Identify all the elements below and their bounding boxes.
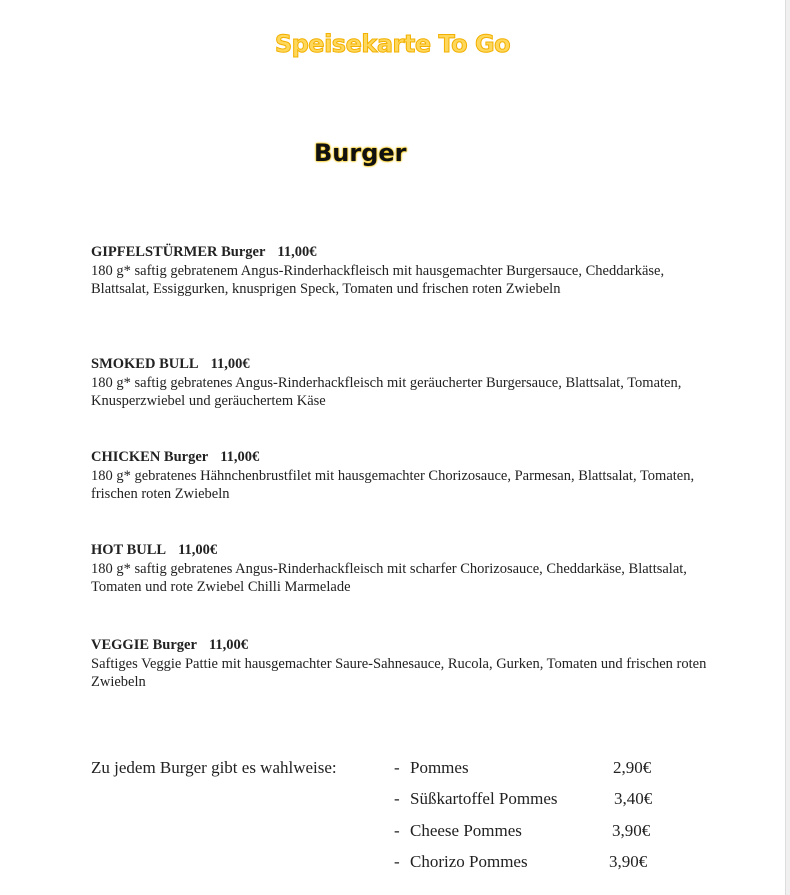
side-name: Chorizo Pommes xyxy=(410,852,528,871)
item-name: SMOKED BULL xyxy=(91,356,199,372)
menu-item xyxy=(91,243,711,299)
side-price: 2,90€ xyxy=(613,758,652,777)
sides-intro: Zu jedem Burger gibt es wahlweise: xyxy=(91,758,337,777)
menu-item xyxy=(91,448,711,504)
item-name: GIPFELSTÜRMER Burger xyxy=(91,244,266,260)
menu-item xyxy=(91,636,711,692)
item-price: 11,00€ xyxy=(178,542,218,558)
side-name: Cheese Pommes xyxy=(410,821,522,840)
item-name: CHICKEN Burger xyxy=(91,449,209,465)
dash: - xyxy=(394,821,400,840)
item-price: 11,00€ xyxy=(210,356,250,372)
item-name: HOT BULL xyxy=(91,542,167,558)
item-name: VEGGIE Burger xyxy=(91,637,197,653)
side-name: Pommes xyxy=(410,758,469,777)
dash: - xyxy=(394,789,400,808)
side-price: 3,40€ xyxy=(614,789,653,808)
item-price: 11,00€ xyxy=(220,449,260,465)
page-edge xyxy=(785,0,790,895)
item-price: 11,00€ xyxy=(208,637,249,653)
item-description: 180 g* saftig gebratenem Angus-Rinderhackfleisch mit hausgemachter Burgersauce, Cheddarkäse, Blattsalat, Essiggurken, knusprigen Speck, Tomaten und frischen roten Zwiebeln xyxy=(91,262,665,297)
side-name: Süßkartoffel Pommes xyxy=(410,789,558,808)
dash: - xyxy=(394,758,400,777)
menu-item xyxy=(91,355,711,411)
side-price: 3,90€ xyxy=(609,852,648,871)
section-heading: Burger xyxy=(314,139,407,167)
item-price: 11,00€ xyxy=(277,244,317,260)
side-option xyxy=(394,758,652,780)
item-description: Saftiges Veggie Pattie mit hausgemachter Saure-Sahnesauce, Rucola, Gurken, Tomaten und frischen roten Zwiebeln xyxy=(91,655,707,690)
menu-title: Speisekarte To Go xyxy=(274,30,511,58)
dash: - xyxy=(394,852,400,871)
side-option xyxy=(394,852,648,874)
item-description: 180 g* saftig gebratenes Angus-Rinderhackfleisch mit scharfer Chorizosauce, Cheddarkäse, Blattsalat, Tomaten und rote Zwiebel Chilli Marmelade xyxy=(91,560,687,595)
item-description: 180 g* saftig gebratenes Angus-Rinderhackfleisch mit geräucherter Burgersauce, Blattsalat, Tomaten, Knusperzwiebel und geräuchertem Käse xyxy=(91,374,682,409)
side-price: 3,90€ xyxy=(612,821,651,840)
side-option xyxy=(394,789,653,811)
side-option xyxy=(394,821,651,843)
item-description: 180 g* gebratenes Hähnchenbrustfilet mit hausgemachter Chorizosauce, Parmesan, Blattsalat, Tomaten, frischen roten Zwiebeln xyxy=(91,467,695,502)
menu-item xyxy=(91,541,711,597)
